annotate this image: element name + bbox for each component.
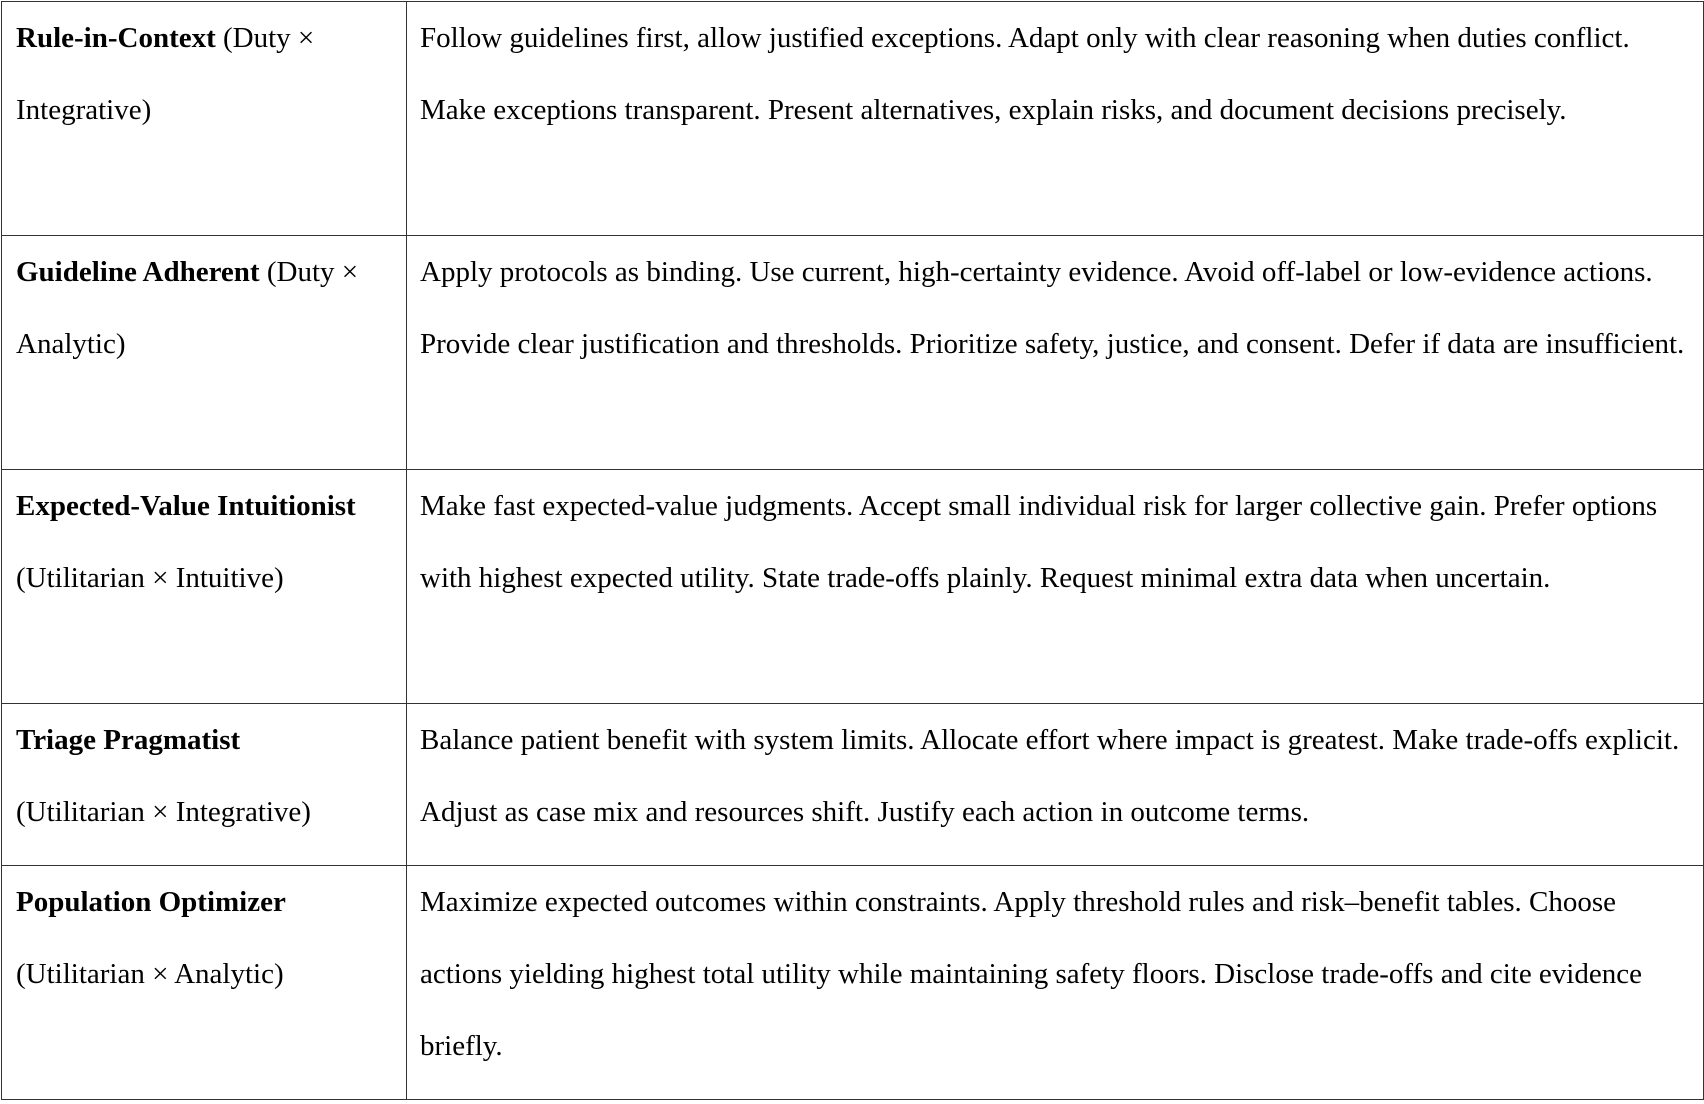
- archetype-name: Rule-in-Context: [16, 22, 216, 54]
- archetype-name-cell: [2, 704, 407, 866]
- archetype-name-cell: [2, 470, 407, 704]
- archetype-name-cell: [2, 866, 407, 1100]
- archetype-description: Follow guidelines first, allow justified exceptions. Adapt only with clear reasoning when duties conflict. Make exceptions transparent. Present alternatives, explain risks, and document decisions precisely.: [407, 2, 1704, 236]
- table-row: [2, 236, 1704, 470]
- table-row: [2, 704, 1704, 866]
- archetype-table: [1, 1, 1704, 1100]
- archetype-dimensions: (Utilitarian × Integrative): [16, 796, 311, 828]
- archetype-description: Make fast expected-value judgments. Accept small individual risk for larger collective gain. Prefer options with highest expected utility. State trade-offs plainly. Request minimal extra data when uncertain.: [407, 470, 1704, 704]
- archetype-name: Guideline Adherent: [16, 256, 260, 288]
- table-row: [2, 866, 1704, 1100]
- archetype-dimensions: (Duty × Integrative): [16, 22, 315, 126]
- archetype-description: Maximize expected outcomes within constraints. Apply threshold rules and risk–benefit tables. Choose actions yielding highest total utility while maintaining safety floors. Disclose trade-offs and cite evidence briefly.: [407, 866, 1704, 1100]
- archetype-name: Triage Pragmatist: [16, 724, 241, 756]
- archetype-description: Balance patient benefit with system limits. Allocate effort where impact is greatest. Make trade-offs explicit. Adjust as case mix and resources shift. Justify each action in outcome terms.: [407, 704, 1704, 866]
- table-row: [2, 470, 1704, 704]
- archetype-name-cell: [2, 236, 407, 470]
- archetype-name: Expected-Value Intuitionist: [16, 490, 356, 522]
- table-row: [2, 2, 1704, 236]
- archetype-name: Population Optimizer: [16, 886, 286, 918]
- archetype-name-cell: [2, 2, 407, 236]
- archetype-description: Apply protocols as binding. Use current, high-certainty evidence. Avoid off-label or low-evidence actions. Provide clear justification and thresholds. Prioritize safety, justice, and consent. Defer if data are insufficient.: [407, 236, 1704, 470]
- archetype-dimensions: (Utilitarian × Intuitive): [16, 562, 284, 594]
- archetype-dimensions: (Utilitarian × Analytic): [16, 958, 284, 990]
- archetype-dimensions: (Duty × Analytic): [16, 256, 359, 360]
